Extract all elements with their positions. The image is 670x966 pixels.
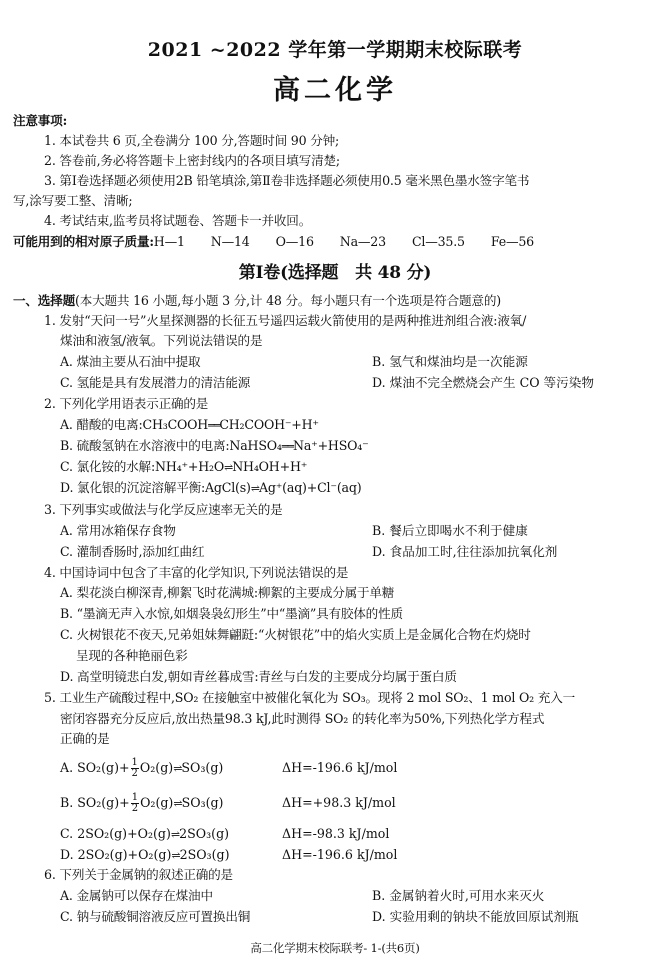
note-item: 2. 答卷前,务必将答题卡上密封线内的各项目填写清楚; [44,153,340,168]
q1-option-b: B. 氢气和煤油均是一次能源 [372,354,528,369]
mass-value: H—1 [153,234,185,249]
q5-option-a-dh: ΔH=-196.6 kJ/mol [282,760,398,775]
page-footer: 高二化学期末校际联考- 1-(共6页) [250,941,420,955]
equilibrium-arrow: ⇌ [171,849,180,862]
fraction-half: $\frac{1}{2}$ [131,792,139,814]
q3-option-c: C. 灌制香肠时,添加红曲红 [60,544,205,559]
q3-option-b: B. 餐后立即喝水不利于健康 [372,523,528,538]
equal-arrow: ══ [208,419,220,432]
equilibrium-arrow: ⇌ [173,762,182,775]
q5-option-b: B. SO₂(g)+ $\frac{1}{2}$ O₂(g)⇌SO₃(g) [60,792,224,814]
equal-arrow: ══ [281,440,293,453]
atomic-masses-label: 可能用到的相对原子质量: [13,234,154,249]
q2-option-d: D. 氯化银的沉淀溶解平衡:AgCl(s)⇌Ag⁺(aq)+Cl⁻(aq) [60,480,362,495]
q3-option-a: A. 常用冰箱保存食物 [60,523,176,538]
q1-stem: 1. 发射“天问一号”火星探测器的长征五号遥四运载火箭使用的是两种推进剂组合液:液氧/ [44,313,527,328]
q3-option-d: D. 食品加工时,往往添加抗氧化剂 [372,544,558,559]
q4-stem: 4. 中国诗词中包含了丰富的化学知识,下列说法错误的是 [44,565,349,580]
q4-option-b: B. “墨滴无声入水惊,如烟袅袅幻形生”中“墨滴”具有胶体的性质 [60,606,403,621]
q5-option-c-dh: ΔH=-98.3 kJ/mol [282,826,390,841]
note-item: 3. 第Ⅰ卷选择题必须使用2B 铅笔填涂,第Ⅱ卷非选择题必须使用0.5 毫米黑色墨水签字笔书 [44,173,530,188]
mass-value: Cl—35.5 [411,234,465,249]
q4-option-a: A. 梨花淡白柳深青,柳絮飞时花满城:柳絮的主要成分属于单糖 [60,585,395,600]
q5-stem-cont: 密闭容器充分反应后,放出热量98.3 kJ,此时测得 SO₂ 的转化率为50%,下列热化学方程式 [60,711,545,726]
q1-option-a: A. 煤油主要从石油中提取 [60,354,201,369]
q5-option-d-dh: ΔH=-196.6 kJ/mol [282,847,398,862]
note-item: 1. 本试卷共 6 页,全卷满分 100 分,答题时间 90 分钟; [44,133,340,148]
q6-option-b: B. 金属钠着火时,可用水来灭火 [372,888,545,903]
equilibrium-arrow: ⇌ [224,461,233,474]
subject-title: 高二化学 [273,75,397,106]
q1-stem-cont: 煤油和液氢/液氧。下列说法错误的是 [60,333,263,348]
q4-option-d: D. 高堂明镜悲白发,朝如青丝暮成雪:青丝与白发的主要成分均属于蛋白质 [60,669,457,684]
mass-value: Fe—56 [490,234,534,249]
exam-title: 2021 ~2022 学年第一学期期末校际联考 [147,39,523,61]
note-item: 4. 考试结束,监考员将试题卷、答题卡一并收回。 [44,213,312,228]
q5-option-b-dh: ΔH=+98.3 kJ/mol [282,795,396,810]
q1-option-c: C. 氢能是具有发展潜力的清洁能源 [60,375,251,390]
notes-heading: 注意事项: [13,113,68,128]
q1-option-d: D. 煤油不完全燃烧会产生 CO 等污染物 [372,375,594,390]
q5-option-c: C. 2SO₂(g)+O₂(g)⇌2SO₃(g) [60,826,230,841]
q2-option-c: C. 氯化铵的水解:NH₄⁺+H₂O⇌NH₄OH+H⁺ [60,459,308,474]
atomic-masses [13,234,560,250]
q4-option-c-cont: 呈现的各种艳丽色彩 [76,648,188,663]
q5-stem: 5. 工业生产硫酸过程中,SO₂ 在接触室中被催化氧化为 SO₃。现将 2 mol SO₂、1 mol O₂ 充入一 [44,690,575,705]
q5-option-d: D. 2SO₂(g)+O₂(g)⇌2SO₃(g) [60,847,230,862]
equilibrium-arrow: ⇌ [170,828,180,841]
q2-option-b: B. 硫酸氢钠在水溶液中的电离:NaHSO₄══Na⁺+HSO₄⁻ [60,438,369,453]
note-item: 写,涂写要工整、清晰; [13,193,133,208]
q2-option-a: A. 醋酸的电离:CH₃COOH══CH₂COOH⁻+H⁺ [60,417,319,432]
q4-option-c: C. 火树银花不夜天,兄弟姐妹舞翩跹:“火树银花”中的焰火实质上是金属化合物在灼烧时 [60,627,531,642]
equilibrium-arrow: ⇌ [173,797,182,810]
q2-stem: 2. 下列化学用语表示正确的是 [44,396,209,411]
q3-stem: 3. 下列事实或做法与化学反应速率无关的是 [44,502,283,517]
mass-value: N—14 [210,234,250,249]
section-intro [13,293,501,309]
mass-value: O—16 [275,234,314,249]
fraction-half: $\frac{1}{2}$ [131,757,138,779]
q6-option-d: D. 实验用剩的钠块不能放回原试剂瓶 [372,909,579,924]
section-intro-text: (本大题共 16 小题,每小题 3 分,计 48 分。每小题只有一个选项是符合题意的) [74,293,501,308]
section-intro-heading: 一、选择题 [13,293,75,308]
mass-value: Na—23 [339,234,386,249]
q6-option-a: A. 金属钠可以保存在煤油中 [60,888,213,903]
equilibrium-arrow: ⇌ [250,482,259,495]
q6-option-c: C. 钠与硫酸铜溶液反应可置换出铜 [60,909,251,924]
q6-stem: 6. 下列关于金属钠的叙述正确的是 [44,867,233,882]
q5-option-a: A. SO₂(g)+ $\frac{1}{2}$ O₂(g)⇌SO₃(g) [60,757,224,779]
q5-stem-cont: 正确的是 [60,731,110,746]
section-title: 第Ⅰ卷(选择题 共 48 分) [238,263,432,283]
